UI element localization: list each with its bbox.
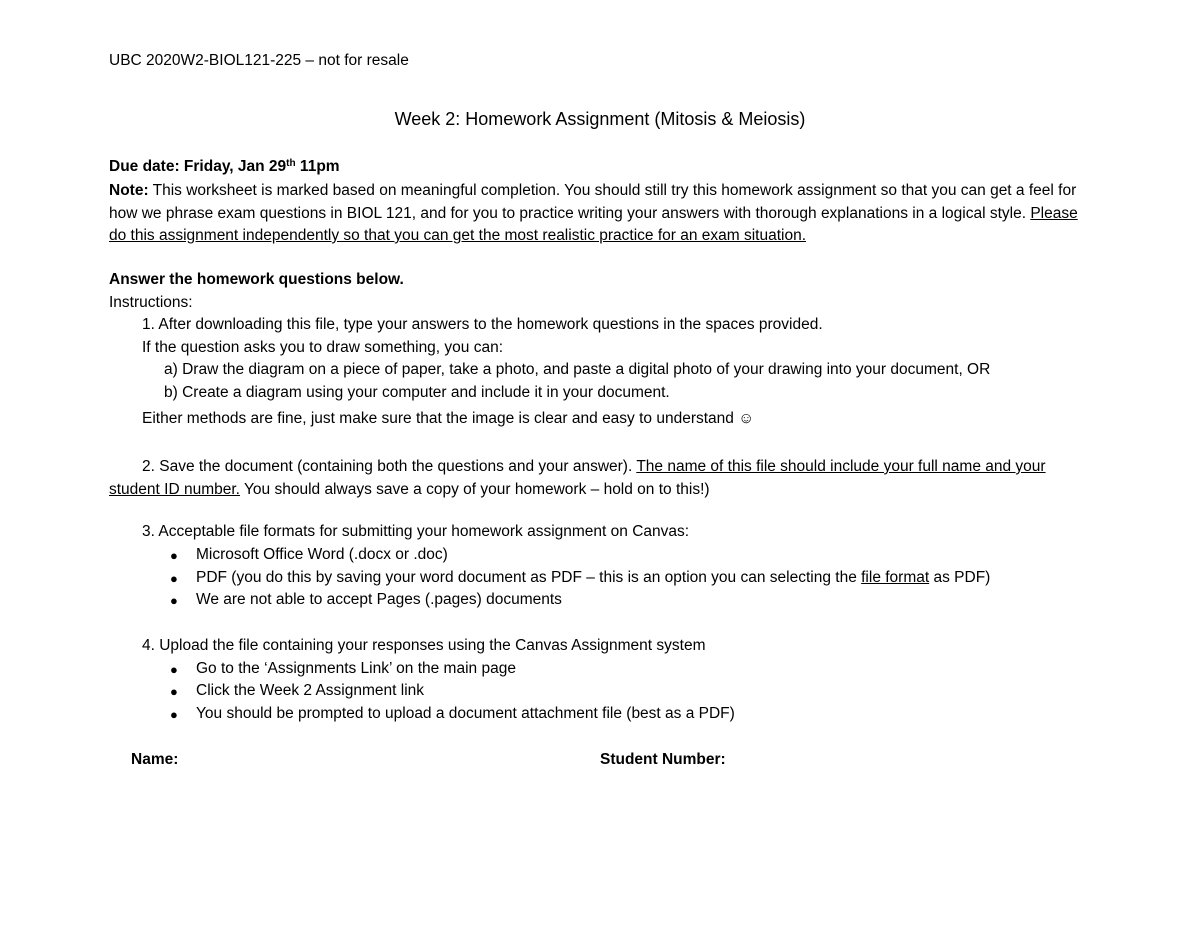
- step-4-bullet-3: You should be prompted to upload a document attachment file (best as a PDF): [196, 705, 735, 722]
- answer-heading: Answer the homework questions below.: [109, 271, 404, 288]
- step-4-bullet-1: Go to the ‘Assignments Link’ on the main page: [196, 660, 516, 677]
- instructions-label: Instructions:: [109, 294, 193, 311]
- bullet-icon: ●: [170, 684, 178, 699]
- step-2-suffix: You should always save a copy of your homework – hold on to this!): [239, 481, 710, 498]
- step-1-option-a: a) Draw the diagram on a piece of paper, take a photo, and paste a digital photo of your drawing into your document, OR: [164, 361, 991, 378]
- step-1-option-b: b) Create a diagram using your computer and include it in your document.: [164, 384, 670, 401]
- due-date-time: 11pm: [295, 158, 340, 175]
- due-date-superscript: th: [286, 158, 296, 169]
- step-3-bullet-2-prefix: PDF (you do this by saving your word document as PDF – this is an option you can selecting the: [196, 569, 862, 586]
- step-4-line: 4. Upload the file containing your responses using the Canvas Assignment system: [142, 637, 706, 654]
- step-3-bullet-3: We are not able to accept Pages (.pages) documents: [196, 591, 562, 608]
- note-label: Note:: [109, 182, 149, 199]
- step-3-bullet-1: Microsoft Office Word (.docx or .doc): [196, 546, 448, 563]
- bullet-icon: ●: [170, 707, 178, 722]
- step-4-bullet-2: Click the Week 2 Assignment link: [196, 682, 425, 699]
- student-number-label: Student Number:: [600, 751, 726, 768]
- note-underlined: Please do this assignment independently so that you can get the most realistic practice for an exam situation.: [109, 204, 1078, 244]
- step-3-bullet-2: [196, 569, 990, 587]
- step-3-line: 3. Acceptable file formats for submitting your homework assignment on Canvas:: [142, 523, 690, 540]
- step-2-prefix: 2. Save the document (containing both the questions and your answer).: [142, 458, 637, 475]
- document-title: Week 2: Homework Assignment (Mitosis & Meiosis): [394, 109, 806, 129]
- due-date: [109, 158, 340, 176]
- step-1-line: 1. After downloading this file, type your answers to the homework questions in the spaces provided.: [142, 316, 823, 333]
- note-text: This worksheet is marked based on meaningful completion. You should still try this homework assignment so that you can get a feel for how we phrase exam questions in BIOL 121, and for you to practice writing your answers with thorough explanations in a logical style.: [109, 182, 1077, 222]
- step-2-paragraph: [109, 455, 1099, 501]
- step-1-draw-intro: If the question asks you to draw something, you can:: [142, 339, 504, 356]
- step-2-underlined: The name of this file should include your full name and your student ID number.: [109, 458, 1046, 498]
- due-date-prefix: Due date: Friday, Jan 29: [109, 158, 287, 175]
- note-paragraph: [109, 180, 1099, 248]
- file-format-underlined: file format: [861, 569, 930, 586]
- course-header: UBC 2020W2-BIOL121-225 – not for resale: [109, 52, 409, 69]
- step-3-bullet-2-suffix: as PDF): [929, 569, 991, 586]
- bullet-icon: ●: [170, 593, 178, 608]
- bullet-icon: ●: [170, 571, 178, 586]
- bullet-icon: ●: [170, 662, 178, 677]
- name-label: Name:: [131, 751, 179, 768]
- bullet-icon: ●: [170, 548, 178, 563]
- step-1-either: Either methods are fine, just make sure that the image is clear and easy to understand ☺: [142, 410, 755, 427]
